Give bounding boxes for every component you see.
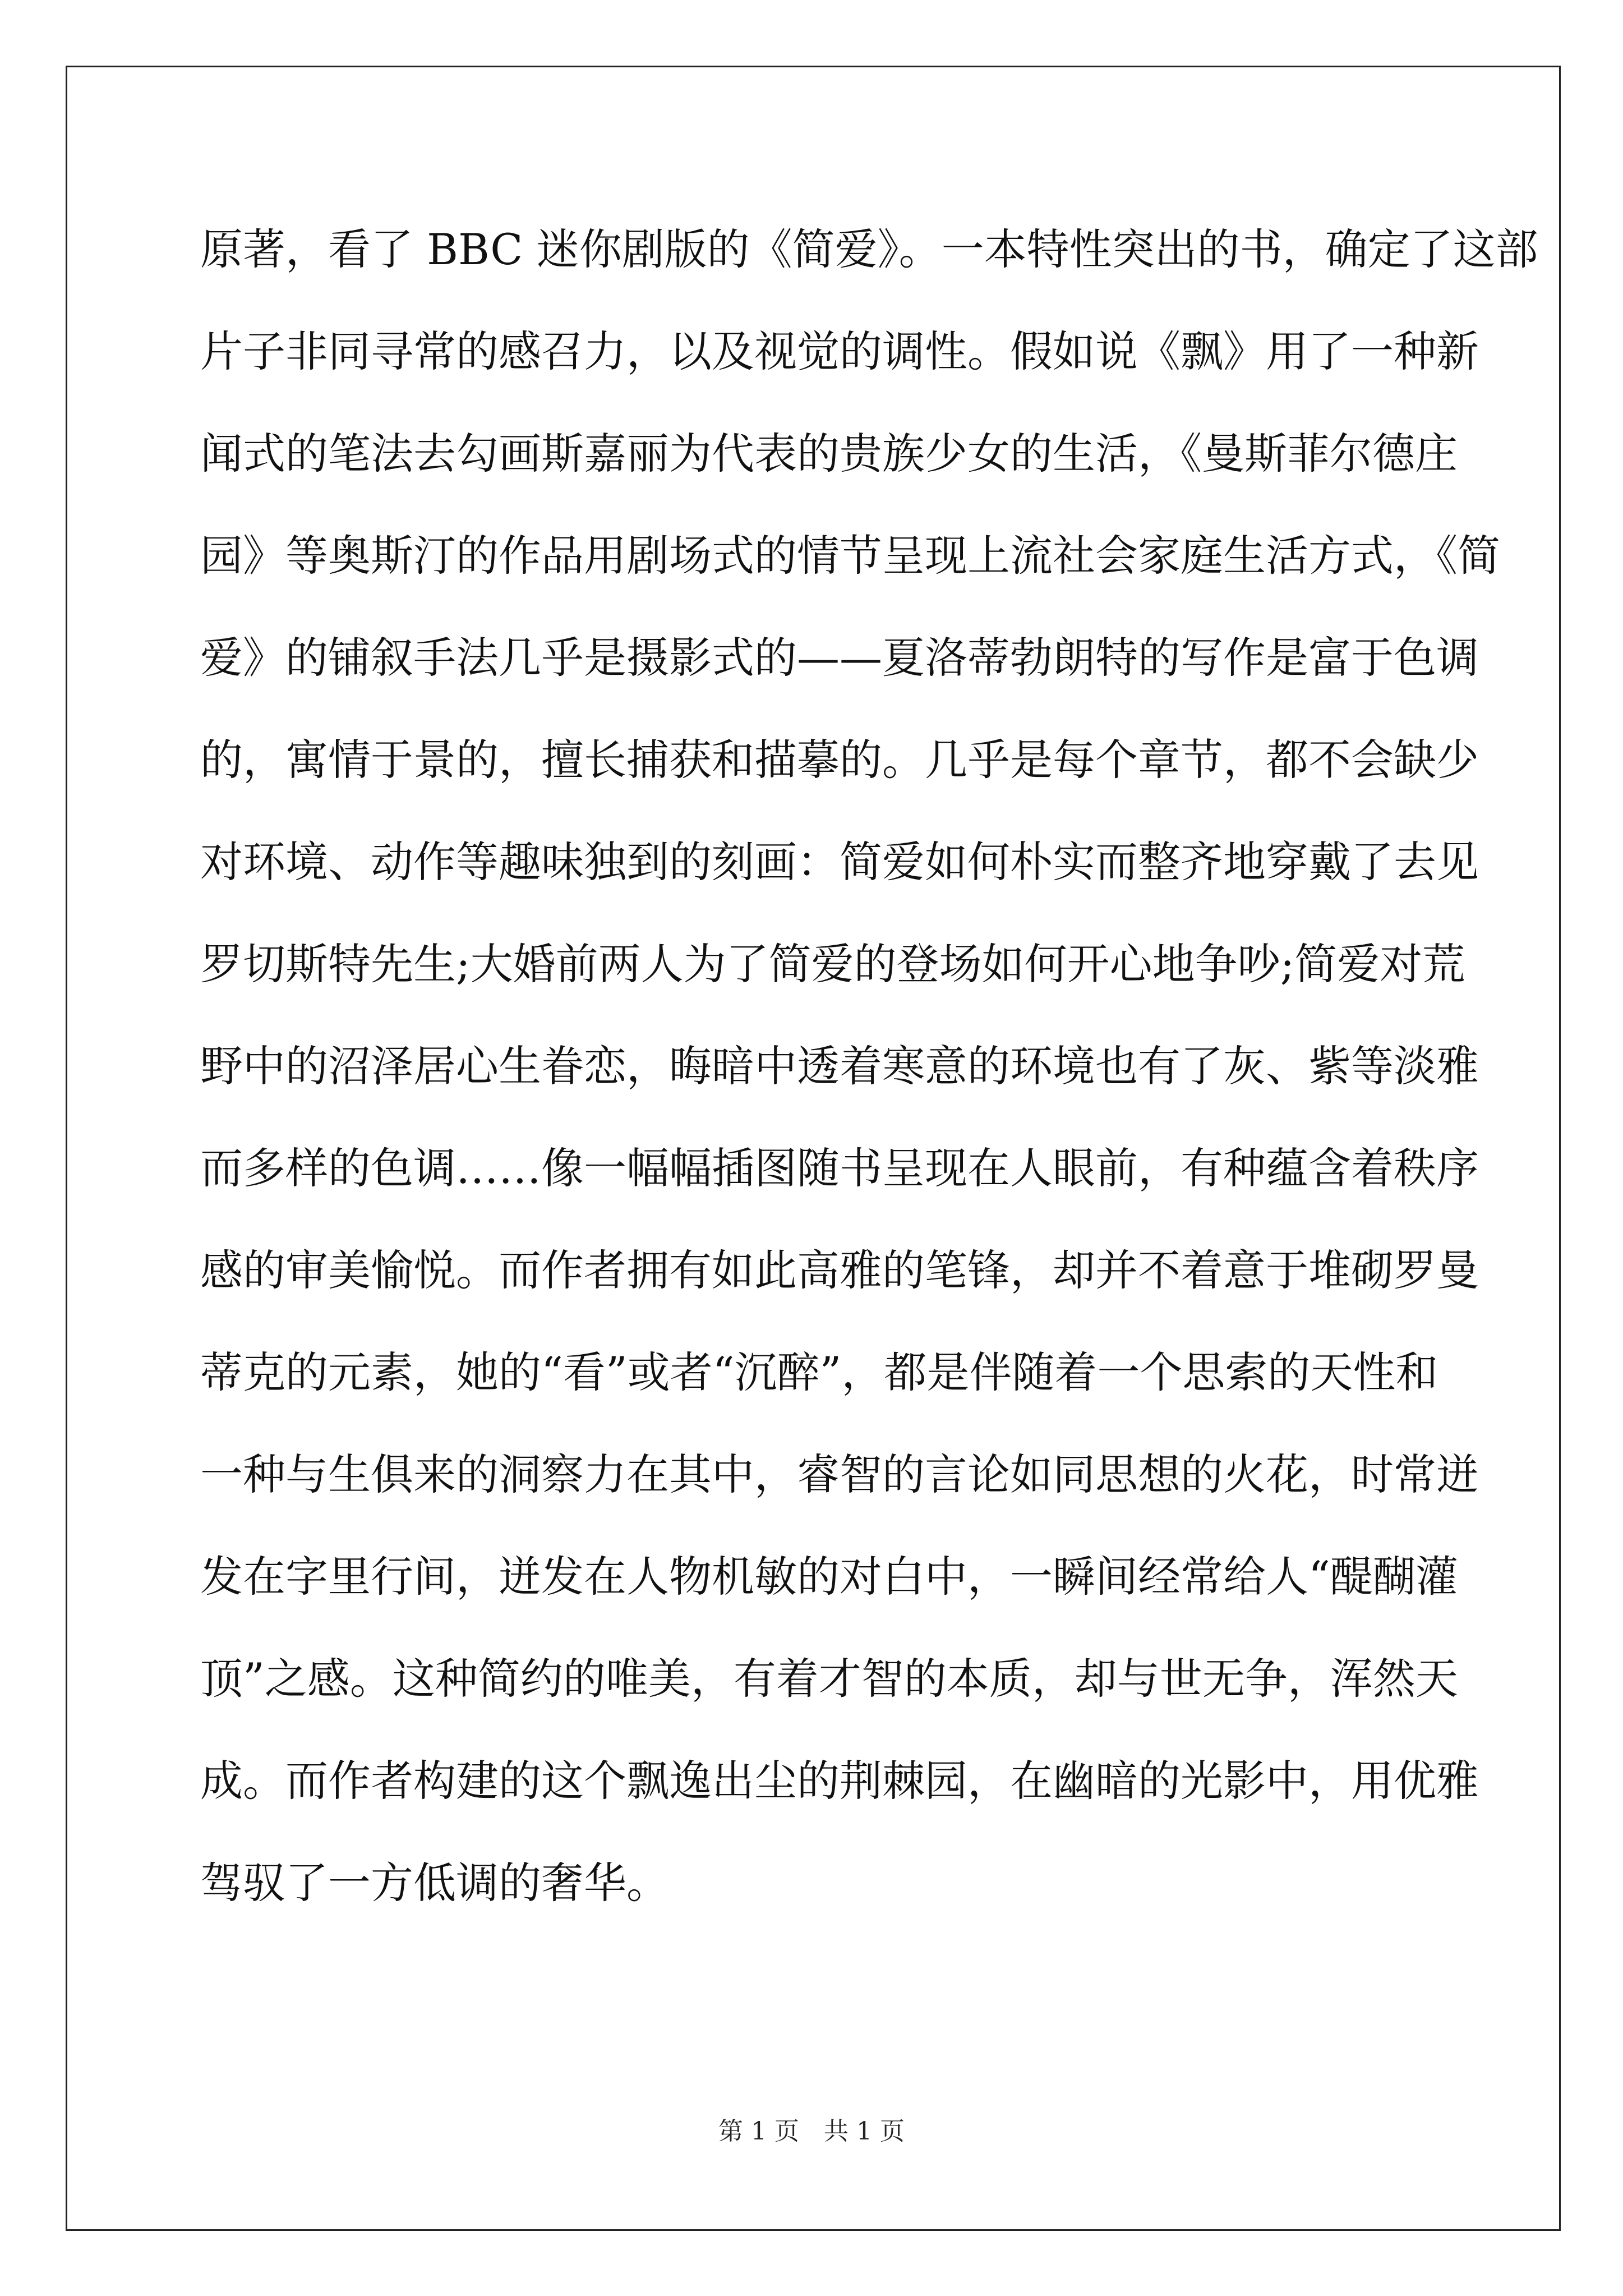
text-line: 罗切斯特先生;大婚前两人为了简爱的登场如何开心地争吵;简爱对荒: [200, 939, 1465, 989]
text-line: 一种与生俱来的洞察力在其中，睿智的言论如同思想的火花，时常迸: [200, 1450, 1479, 1499]
text-line: 成。而作者构建的这个飘逸出尘的荆棘园，在幽暗的光影中，用优雅: [200, 1756, 1479, 1806]
text-line: 对环境、动作等趣味独到的刻画：简爱如何朴实而整齐地穿戴了去见: [200, 837, 1479, 887]
text-line: 感的审美愉悦。而作者拥有如此高雅的笔锋，却并不着意于堆砌罗曼: [200, 1245, 1479, 1295]
text-line: 发在字里行间，迸发在人物机敏的对白中，一瞬间经常给人“醍醐灌: [200, 1552, 1458, 1602]
text-line: 顶”之感。这种简约的唯美，有着才智的本质，却与世无争，浑然天: [200, 1654, 1458, 1704]
text-line: 闻式的笔法去勾画斯嘉丽为代表的贵族少女的生活，《曼斯菲尔德庄: [200, 429, 1458, 478]
text-line: 园》等奥斯汀的作品用剧场式的情节呈现上流社会家庭生活方式，《简: [200, 531, 1500, 581]
text-line: 原著，看了 BBC 迷你剧版的《简爱》。一本特性突出的书，确定了这部: [200, 224, 1538, 274]
text-line: 爱》的铺叙手法几乎是摄影式的——夏洛蒂勃朗特的写作是富于色调: [200, 633, 1479, 683]
page-number: 第 1 页 共 1 页: [718, 2117, 905, 2146]
text-line: 蒂克的元素，她的“看”或者“沉醉”，都是伴随着一个思索的天性和: [200, 1347, 1438, 1397]
text-line: 的，寓情于景的，擅长捕获和描摹的。几乎是每个章节，都不会缺少: [200, 735, 1479, 785]
text-line: 片子非同寻常的感召力，以及视觉的调性。假如说《飘》用了一种新: [200, 326, 1479, 376]
text-line: 野中的沼泽居心生眷恋，晦暗中透着寒意的环境也有了灰、紫等淡雅: [200, 1041, 1479, 1091]
text-line: 驾驭了一方低调的奢华。: [200, 1858, 669, 1908]
text-line: 而多样的色调……像一幅幅插图随书呈现在人眼前，有种蕴含着秩序: [200, 1143, 1479, 1193]
body-text: [200, 213, 1538, 1949]
